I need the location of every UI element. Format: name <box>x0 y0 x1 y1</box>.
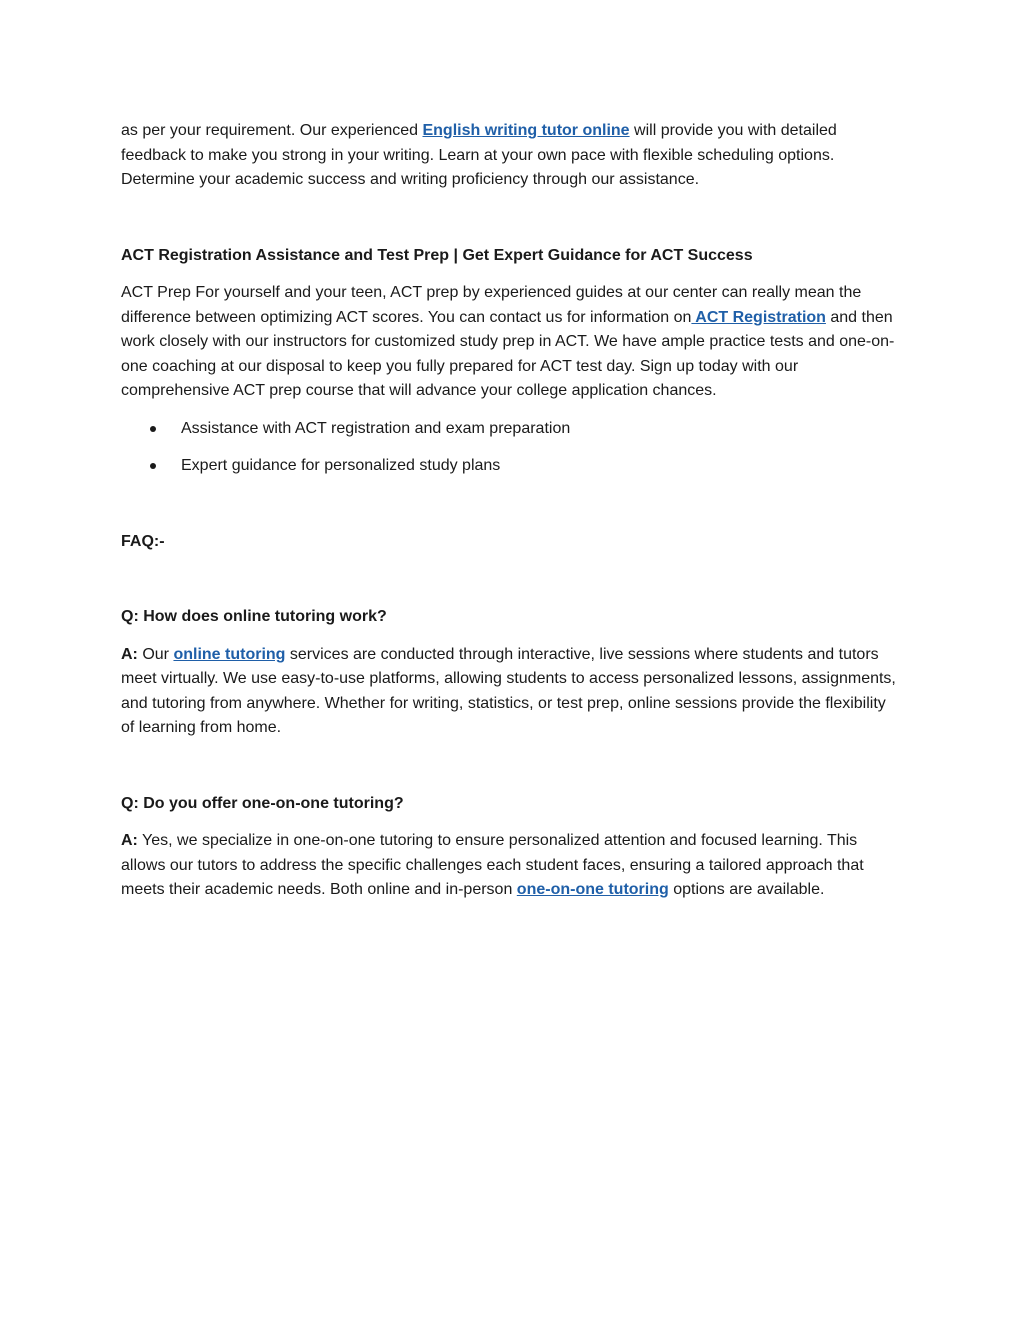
intro-text-after: will provide you with detailed feedback to make you strong in your writing. Learn at your own pace with flexible scheduling options. Determine your academic success and writing proficiency through our assistance. <box>121 122 837 188</box>
answer-text-after: options are available. <box>668 881 825 898</box>
act-registration-link[interactable]: ACT Registration <box>691 308 826 326</box>
faq-question-2: Q: Do you offer one-on-one tutoring? <box>121 794 404 812</box>
list-item <box>121 417 903 442</box>
online-tutoring-link[interactable]: online tutoring <box>173 645 286 663</box>
answer-label: A: <box>121 832 138 849</box>
faq-question-1: Q: How does online tutoring work? <box>121 608 387 625</box>
faq-title: FAQ:- <box>121 532 165 550</box>
answer-label: A: <box>121 645 138 663</box>
intro-paragraph <box>121 119 903 193</box>
act-section-body <box>121 281 903 404</box>
list-item <box>121 454 903 479</box>
act-section-heading: ACT Registration Assistance and Test Prep | Get Expert Guidance for ACT Success <box>121 246 753 264</box>
act-body-before: ACT Prep For yourself and your teen, ACT prep by experienced guides at our center can really mean the difference between optimizing ACT scores. You can contact us for information on <box>121 284 862 326</box>
bullet-text: Expert guidance for personalized study plans <box>181 457 501 474</box>
bullet-icon <box>150 463 156 469</box>
faq-answer-1 <box>121 643 903 741</box>
act-bullet-list <box>121 417 903 479</box>
english-writing-tutor-link[interactable]: English writing tutor online <box>422 122 630 139</box>
document-page <box>121 119 903 903</box>
intro-text-before: as per your requirement. Our experienced <box>121 122 423 139</box>
act-body-after: and then work closely with our instructors for customized study prep in ACT. We have ample practice tests and one-on-one coaching at our disposal to keep you fully prepared for ACT test day. Sign up today with our comprehensive ACT prep course that will advance your college application chances. <box>121 308 895 399</box>
one-on-one-tutoring-link[interactable]: one-on-one tutoring <box>516 881 669 898</box>
answer-text-before: Our <box>137 645 174 663</box>
bullet-text: Assistance with ACT registration and exam preparation <box>181 419 571 437</box>
bullet-icon <box>150 426 156 432</box>
faq-answer-2 <box>121 829 903 903</box>
answer-text-after: services are conducted through interactive, live sessions where students and tutors meet virtually. We use easy-to-use platforms, allowing students to access personalized lessons, assignments, and tutoring from anywhere. Whether for writing, statistics, or test prep, online sessions provide the flexibility of learning from home. <box>121 645 896 736</box>
answer-text-before: Yes, we specialize in one-on-one tutoring to ensure personalized attention and focused learning. This allows our tutors to address the specific challenges each student faces, ensuring a tailored approach that meets their academic needs. Both online and in-person <box>121 832 864 898</box>
